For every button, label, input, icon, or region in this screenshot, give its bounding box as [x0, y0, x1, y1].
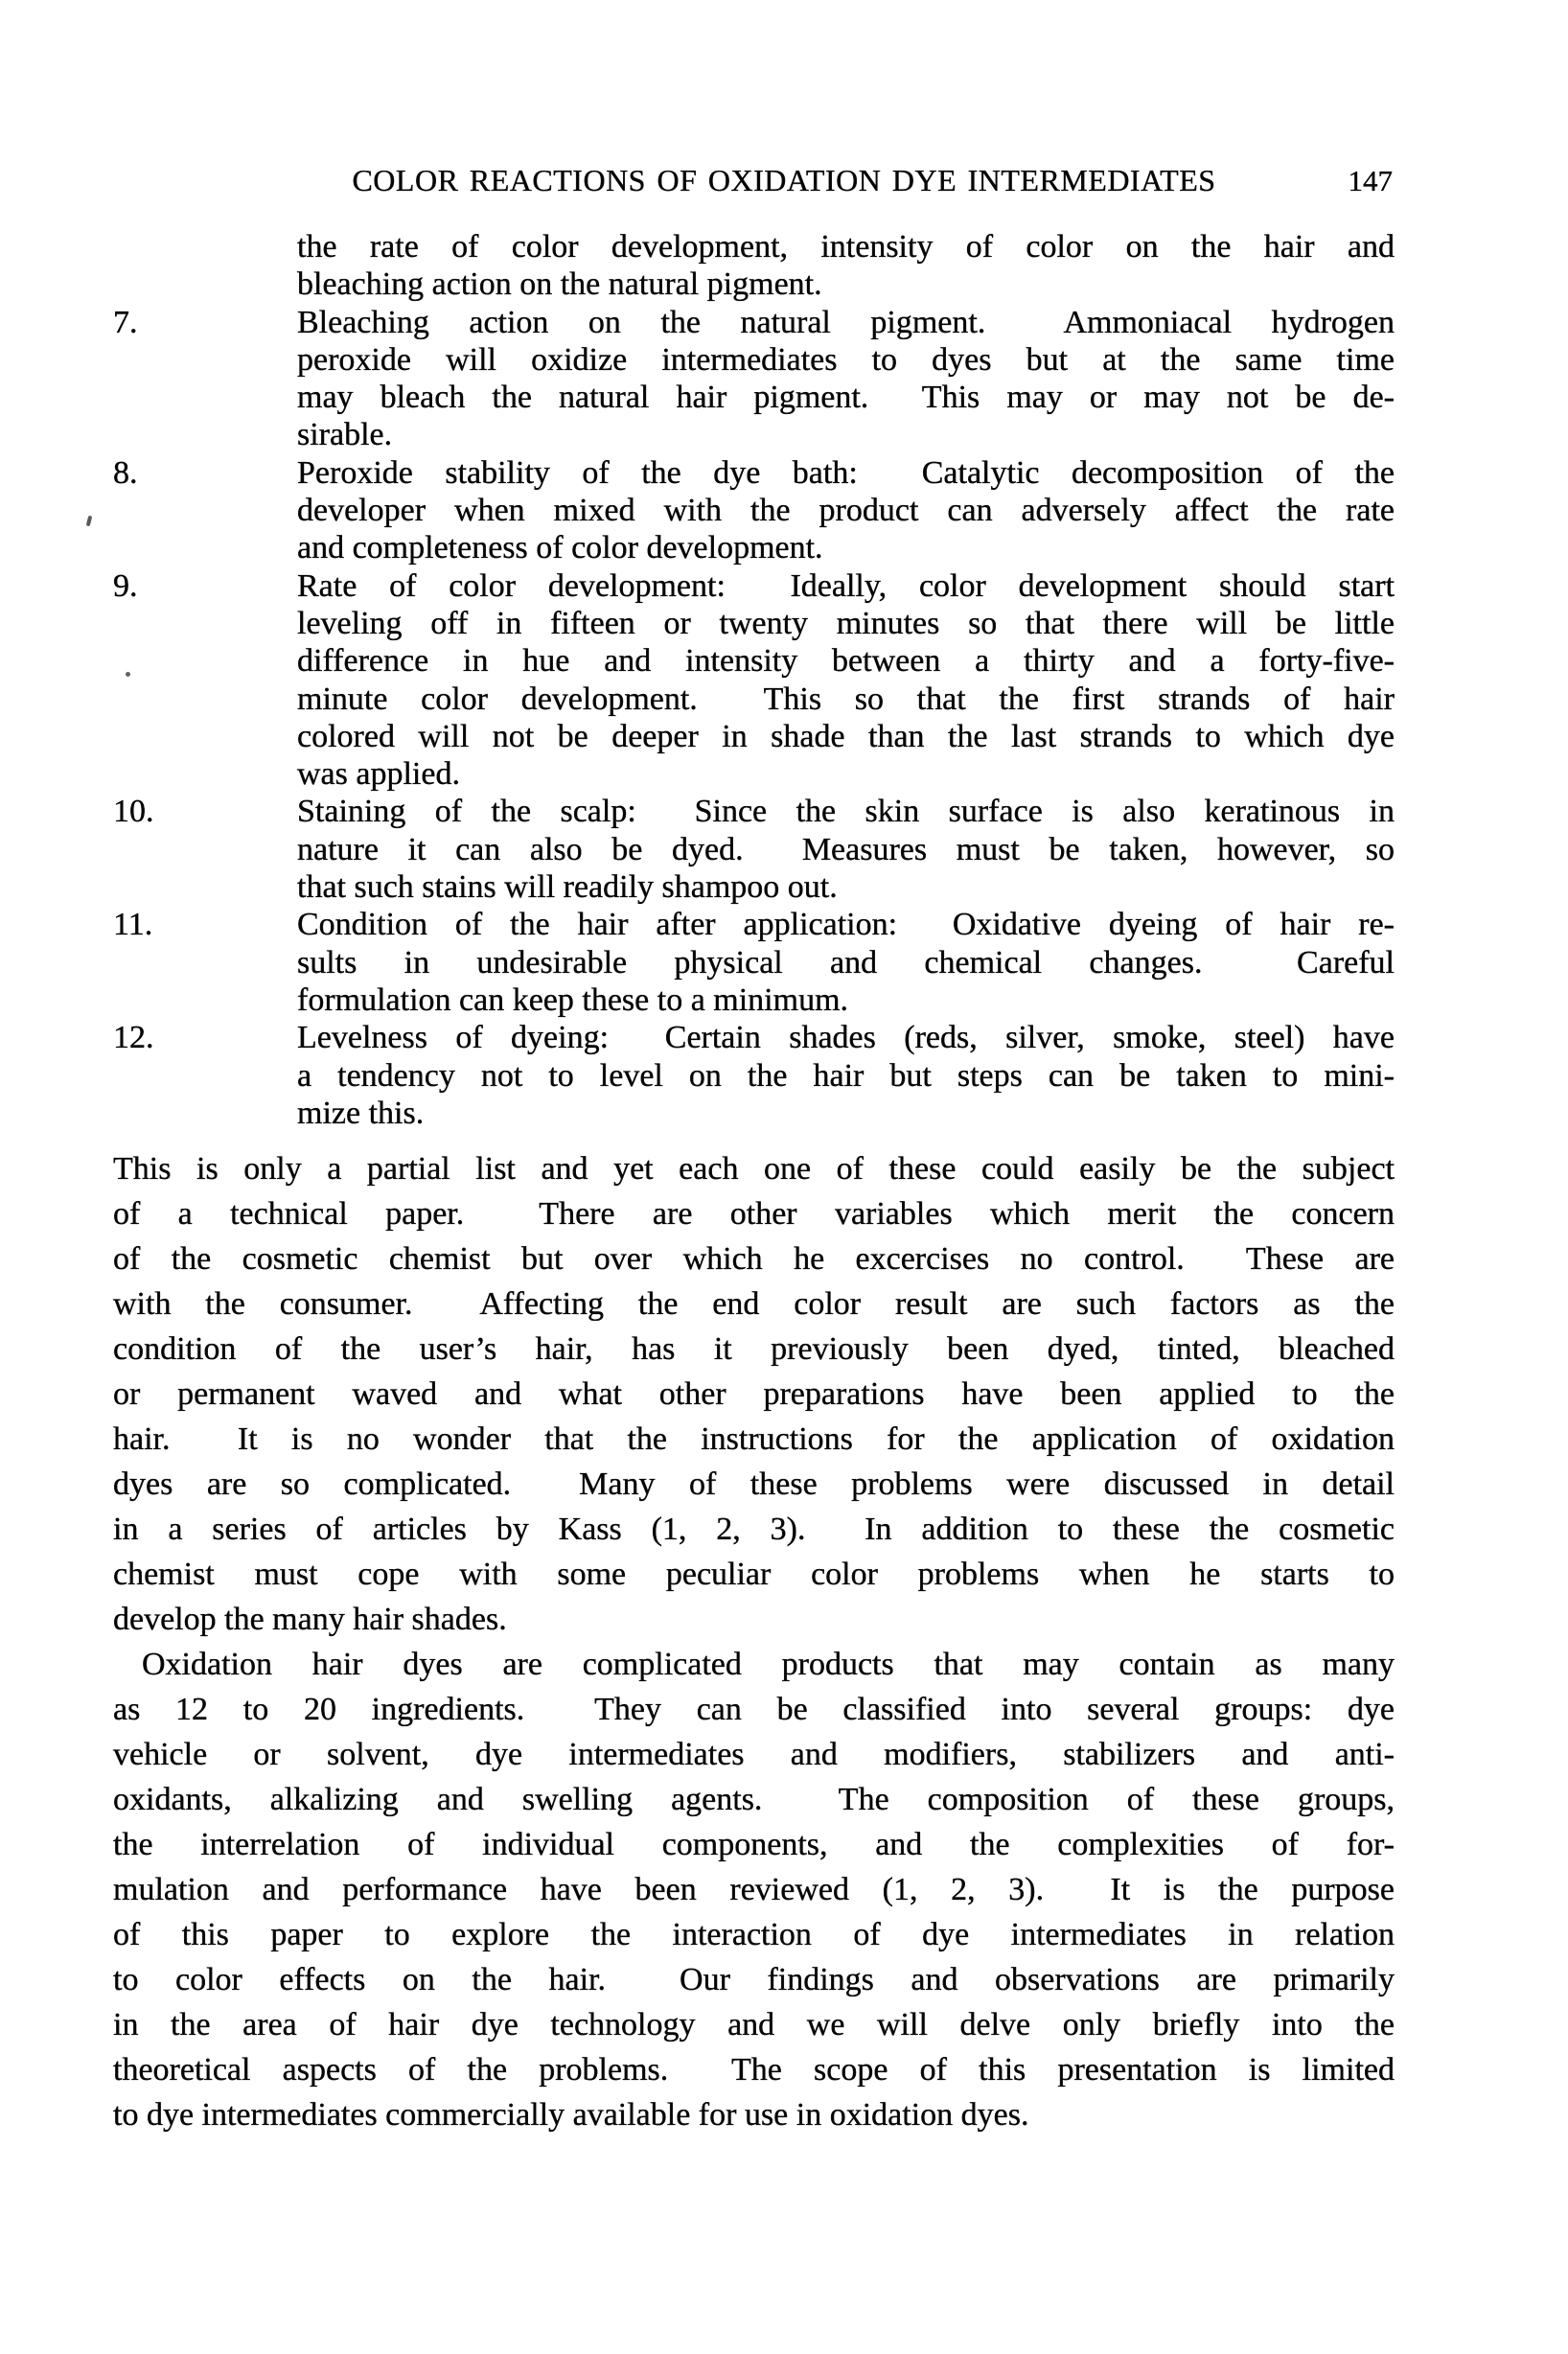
list-item	[113, 793, 1395, 906]
body-paragraphs	[113, 1146, 1395, 2137]
text-line-content: the rate of color development, intensity of color on the hair and	[297, 229, 1395, 265]
text-line: mize this.	[297, 1095, 425, 1131]
list-item	[113, 454, 1395, 567]
list-item	[113, 567, 1395, 794]
text-line-content: Levelness of dyeing: Certain shades (reds, silver, smoke, steel) have	[297, 1020, 1395, 1056]
text-line: dyes are so complicated. Many of these problems were discussed in detail	[113, 1466, 1395, 1503]
text-line: This is only a partial list and yet each one of these could easily be the subject	[113, 1151, 1395, 1188]
list-item	[113, 304, 1395, 454]
text-line: developer when mixed with the product can adversely affect the rate	[297, 493, 1395, 529]
text-line: the interrelation of individual components, and the complexities of for-	[113, 1827, 1395, 1863]
list-item-number: 8.	[113, 454, 138, 491]
text-line: and completeness of color development.	[297, 530, 823, 566]
page-header	[0, 163, 1568, 203]
text-line: of the cosmetic chemist but over which he excercises no control. These are	[113, 1241, 1395, 1278]
text-line: was applied.	[297, 756, 460, 793]
text-line: of this paper to explore the interaction of dye intermediates in relation	[113, 1917, 1395, 1953]
text-line	[113, 304, 1395, 341]
text-line	[113, 793, 1395, 830]
text-line: may bleach the natural hair pigment. This may or may not be de-	[297, 380, 1395, 416]
text-line: Oxidation hair dyes are complicated products that may contain as many	[142, 1647, 1395, 1683]
paragraph	[113, 1642, 1395, 2137]
text-line: or permanent waved and what other preparations have been applied to the	[113, 1376, 1395, 1413]
text-line-content: Staining of the scalp: Since the skin surface is also keratinous in	[297, 794, 1395, 830]
text-line: in the area of hair dye technology and we will delve only briefly into the	[113, 2007, 1395, 2043]
text-line: vehicle or solvent, dye intermediates and modifiers, stabilizers and anti-	[113, 1737, 1395, 1773]
text-line: colored will not be deeper in shade than the last strands to which dye	[297, 718, 1395, 754]
text-line: mulation and performance have been reviewed (1, 2, 3). It is the purpose	[113, 1872, 1395, 1908]
text-line: as 12 to 20 ingredients. They can be classified into several groups: dye	[113, 1692, 1395, 1728]
list-item	[113, 1019, 1395, 1132]
text-line: theoretical aspects of the problems. The scope of this presentation is limited	[113, 2052, 1395, 2089]
text-line: hair. It is no wonder that the instructions for the application of oxidation	[113, 1421, 1395, 1458]
text-line: that such stains will readily shampoo out.	[297, 869, 838, 906]
text-line: nature it can also be dyed. Measures must be taken, however, so	[297, 831, 1395, 867]
text-line	[297, 228, 1395, 265]
text-line-content: Peroxide stability of the dye bath: Catalytic decomposition of the	[297, 454, 1395, 491]
page-title: COLOR REACTIONS OF OXIDATION DYE INTERMEDIATES	[352, 163, 1216, 197]
list-item-number: 9.	[113, 567, 138, 604]
text-line: to color effects on the hair. Our findings and observations are primarily	[113, 1962, 1395, 1998]
text-line: formulation can keep these to a minimum.	[297, 981, 849, 1018]
text-line: chemist must cope with some peculiar color problems when he starts to	[113, 1557, 1395, 1593]
page-body	[113, 228, 1395, 2137]
text-line: peroxide will oxidize intermediates to dyes but at the same time	[297, 341, 1395, 378]
text-line-content: Bleaching action on the natural pigment. Ammoniacal hydrogen	[297, 304, 1395, 340]
text-line: in a series of articles by Kass (1, 2, 3). In addition to these the cosmetic	[113, 1512, 1395, 1548]
text-line: minute color development. This so that the first strands of hair	[297, 681, 1395, 717]
text-line: leveling off in fifteen or twenty minutes so that there will be little	[297, 605, 1395, 641]
text-line: sults in undesirable physical and chemical changes. Careful	[297, 944, 1395, 981]
text-line: difference in hue and intensity between a thirty and a forty-five-	[297, 643, 1395, 680]
text-line: to dye intermediates commercially available for use in oxidation dyes.	[113, 2097, 1029, 2134]
text-line	[113, 1019, 1395, 1056]
numbered-list	[113, 228, 1395, 1132]
list-item	[297, 228, 1395, 304]
text-line: condition of the user’s hair, has it previously been dyed, tinted, bleached	[113, 1331, 1395, 1368]
list-item-number: 10.	[113, 794, 154, 830]
text-line: a tendency not to level on the hair but steps can be taken to mini-	[297, 1057, 1395, 1094]
scan-speck-icon	[86, 516, 93, 527]
list-item	[113, 906, 1395, 1019]
text-line-content: Condition of the hair after application: Oxidative dyeing of hair re-	[297, 907, 1395, 943]
text-line-content: Rate of color development: Ideally, color development should start	[297, 567, 1395, 604]
list-item-number: 12.	[113, 1020, 154, 1056]
text-line: oxidants, alkalizing and swelling agents. The composition of these groups,	[113, 1782, 1395, 1818]
paragraph	[113, 1146, 1395, 1642]
list-item-number: 11.	[113, 907, 153, 943]
text-line: with the consumer. Affecting the end color result are such factors as the	[113, 1286, 1395, 1323]
text-line: of a technical paper. There are other variables which merit the concern	[113, 1196, 1395, 1233]
text-line	[113, 567, 1395, 605]
text-line	[113, 906, 1395, 943]
text-line: develop the many hair shades.	[113, 1602, 507, 1638]
text-line	[113, 454, 1395, 492]
text-line: bleaching action on the natural pigment.	[297, 266, 822, 303]
page-number: 147	[1348, 164, 1393, 197]
list-item-number: 7.	[113, 304, 138, 340]
text-line: sirable.	[297, 417, 393, 453]
